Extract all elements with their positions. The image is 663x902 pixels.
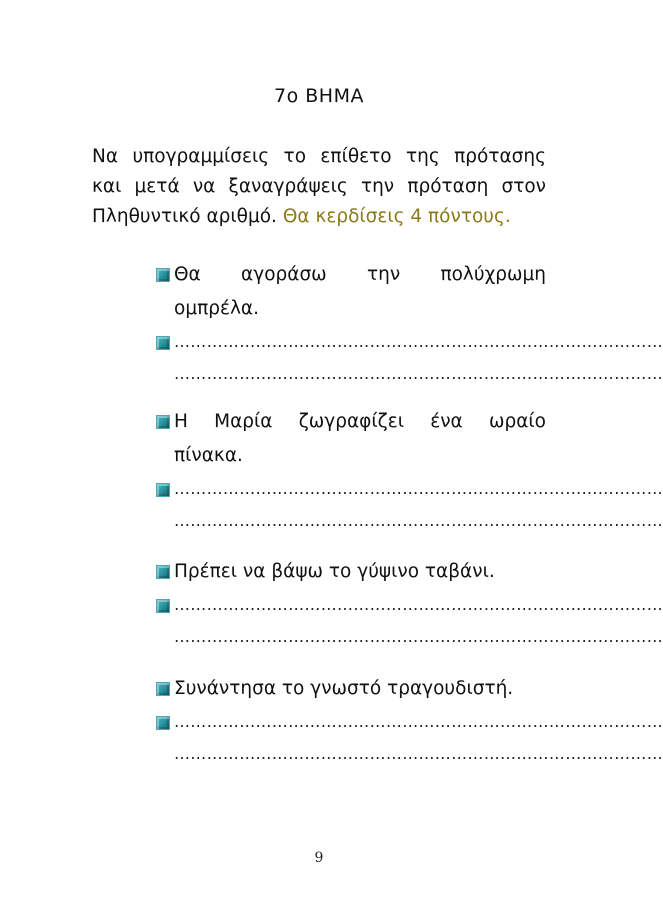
exercise-1-answer-line-1[interactable]: ………………………………………………………………………………: [156, 326, 546, 358]
exercise-1-sentence-line-1: Θα αγοράσω την πολύχρωμη: [174, 264, 546, 285]
exercise-2: [156, 405, 663, 537]
teal-square-bullet-icon: [156, 268, 170, 282]
teal-square-bullet-icon: [156, 599, 170, 613]
exercise-1-answer-line-2[interactable]: ………………………………………………………………………………: [174, 364, 663, 383]
exercise-1: [156, 258, 663, 390]
teal-square-bullet-icon: [156, 483, 170, 497]
exercise-2-answer-line-2[interactable]: ………………………………………………………………………………: [174, 511, 663, 530]
page-title: 7ο ΒΗΜΑ: [274, 85, 364, 107]
instructions-line-2: και μετά να ξαναγράψεις την πρόταση στον: [92, 176, 546, 197]
exercise-4: [156, 672, 663, 770]
teal-square-bullet-icon: [156, 716, 170, 730]
exercise-3-answer-line-2[interactable]: ………………………………………………………………………………: [174, 627, 663, 646]
exercise-2-bullet: [156, 405, 174, 439]
exercise-3-sentence-line-1: Πρέπει να βάψω το γύψινο ταβάνι.: [174, 561, 495, 582]
exercise-2-sentence: [156, 405, 546, 439]
page-number: 9: [314, 850, 324, 866]
exercise-4-answer-line-2[interactable]: ………………………………………………………………………………: [174, 744, 663, 763]
exercise-2-sentence-line-2: πίνακα.: [174, 445, 243, 466]
instructions-line-1: Να υπογραμμίσεις το επίθετο της πρότασης: [92, 146, 546, 167]
exercise-3-answer-line-1[interactable]: ………………………………………………………………………………: [156, 589, 546, 621]
exercise-4-answer-line-1[interactable]: ………………………………………………………………………………: [156, 706, 546, 738]
exercise-2-answer-line-1[interactable]: ………………………………………………………………………………: [156, 473, 546, 505]
exercise-1-bullet: [156, 258, 174, 292]
teal-square-bullet-icon: [156, 565, 170, 579]
instructions-line-3: [92, 202, 546, 232]
exercise-4-sentence-line-1: Συνάντησα το γνωστό τραγουδιστή.: [174, 678, 514, 699]
exercise-4-sentence: [156, 672, 546, 706]
exercise-1-sentence-line-2: ομπρέλα.: [174, 298, 259, 319]
exercise-2-sentence-line-1: Η Μαρία ζωγραφίζει ένα ωραίο: [174, 411, 546, 432]
points-note: Θα κερδίσεις 4 πόντους.: [282, 206, 511, 227]
instructions-line-3-text: Πληθυντικό αριθμό.: [92, 206, 283, 227]
exercise-1-sentence: [156, 258, 546, 292]
teal-square-bullet-icon: [156, 682, 170, 696]
instructions: [92, 142, 546, 232]
exercise-3-sentence: [156, 555, 546, 589]
teal-square-bullet-icon: [156, 415, 170, 429]
teal-square-bullet-icon: [156, 336, 170, 350]
exercise-3: [156, 555, 663, 653]
